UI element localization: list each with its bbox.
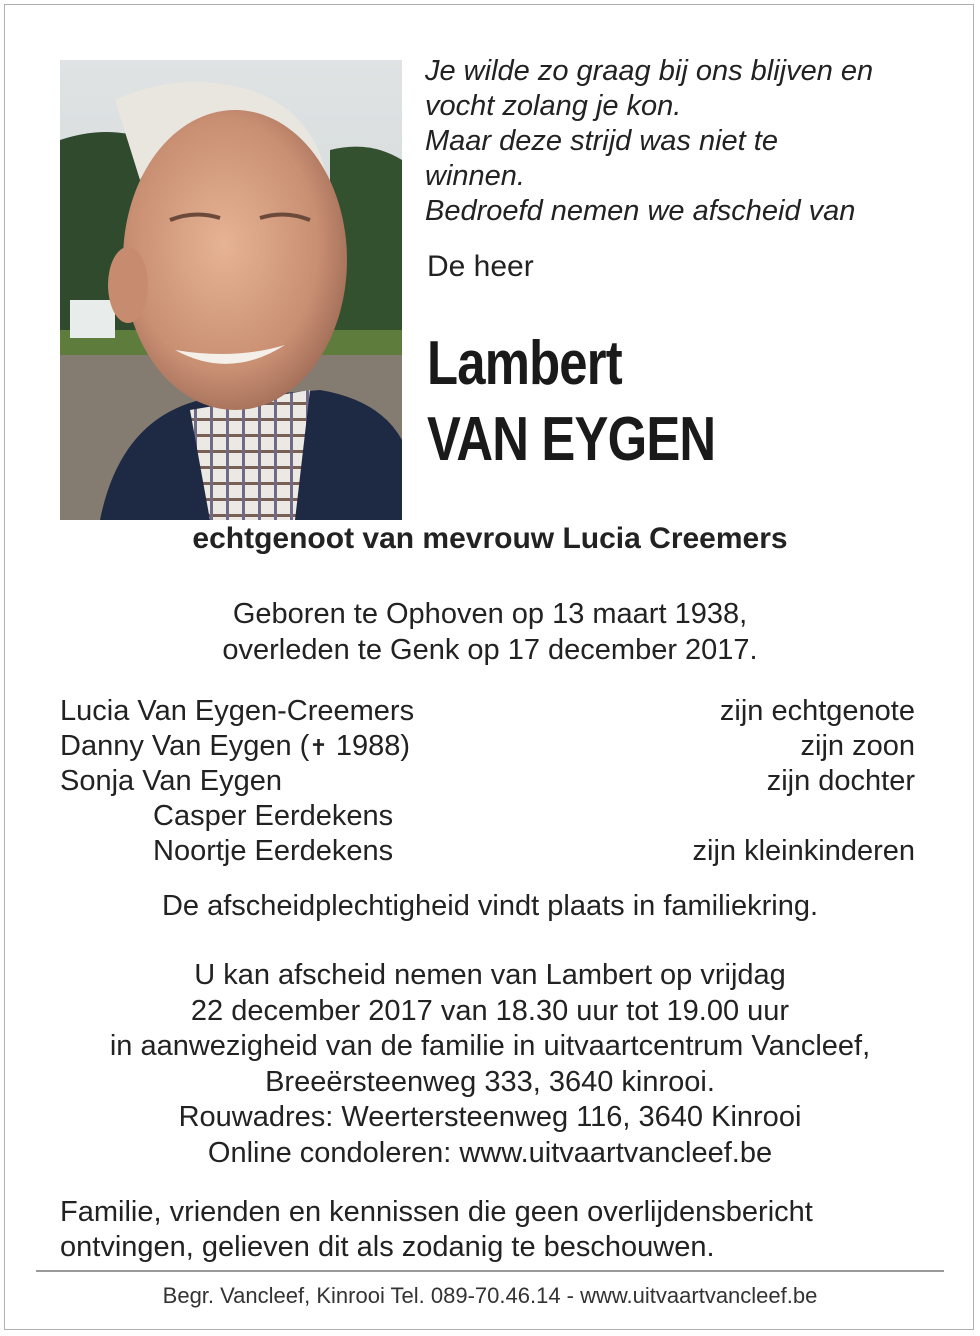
poem-line: Maar deze strijd was niet te	[425, 125, 778, 157]
divider	[36, 1270, 944, 1272]
family-relation: zijn dochter	[766, 765, 915, 797]
family-row	[60, 764, 915, 799]
poem	[425, 54, 945, 229]
death-line: overleden te Genk op 17 december 2017.	[222, 634, 758, 666]
poem-line: winnen.	[425, 160, 525, 192]
family-relation: zijn echtgenote	[719, 695, 915, 727]
family-name-end: 1988)	[327, 730, 411, 762]
first-name: Lambert	[427, 329, 622, 398]
visitation-block	[0, 958, 980, 1171]
footer-credit: Begr. Vancleef, Kinrooi Tel. 089-70.46.14 - www.uitvaartvancleef.be	[162, 1283, 818, 1308]
ceremony-text: De afscheidplechtigheid vindt plaats in familiekring.	[161, 890, 819, 922]
notice-line: ontvingen, gelieven dit als zodanig te beschouwen.	[60, 1231, 715, 1263]
family-name: Noortje Eerdekens	[153, 835, 394, 867]
family-name	[60, 729, 410, 765]
family-row	[60, 834, 915, 869]
notice-line: Familie, vrienden en kennissen die geen overlijdensbericht	[60, 1196, 813, 1228]
spouse-line: echtgenoot van mevrouw Lucia Creemers	[192, 522, 788, 555]
visitation-line: Breeërsteenweg 333, 3640 kinrooi.	[265, 1065, 715, 1098]
family-name: Casper Eerdekens	[153, 800, 394, 832]
visitation-line: Rouwadres: Weertersteenweg 116, 3640 Kinrooi	[178, 1101, 802, 1133]
family-row	[60, 799, 915, 834]
family-row	[60, 729, 915, 764]
family-row	[60, 694, 915, 729]
visitation-line: in aanwezigheid van de familie in uitvaartcentrum Vancleef,	[109, 1030, 871, 1062]
visitation-line: 22 december 2017 van 18.30 uur tot 19.00 uur	[190, 994, 790, 1027]
portrait-photo	[60, 60, 402, 520]
condolence-link[interactable]: Online condoleren: www.uitvaartvancleef.be	[207, 1136, 773, 1169]
last-name: VAN EYGEN	[427, 405, 716, 474]
family-list	[60, 694, 915, 869]
poem-line: Bedroefd nemen we afscheid van	[425, 195, 856, 227]
honorific: De heer	[427, 250, 534, 283]
visitation-line: U kan afscheid nemen van Lambert op vrijdag	[194, 959, 786, 991]
life-dates	[0, 596, 980, 668]
family-name: Sonja Van Eygen	[60, 765, 282, 797]
family-relation: zijn kleinkinderen	[692, 835, 915, 867]
poem-line: vocht zolang je kon.	[425, 90, 682, 122]
notice-text	[60, 1195, 940, 1265]
cross-icon: ✝	[309, 735, 328, 760]
family-name: Lucia Van Eygen-Creemers	[60, 695, 415, 727]
birth-line: Geboren te Ophoven op 13 maart 1938,	[232, 598, 748, 630]
poem-line: Je wilde zo graag bij ons blijven en	[425, 55, 874, 87]
family-name-start: Danny Van Eygen (	[60, 730, 310, 762]
family-relation: zijn zoon	[800, 730, 915, 762]
